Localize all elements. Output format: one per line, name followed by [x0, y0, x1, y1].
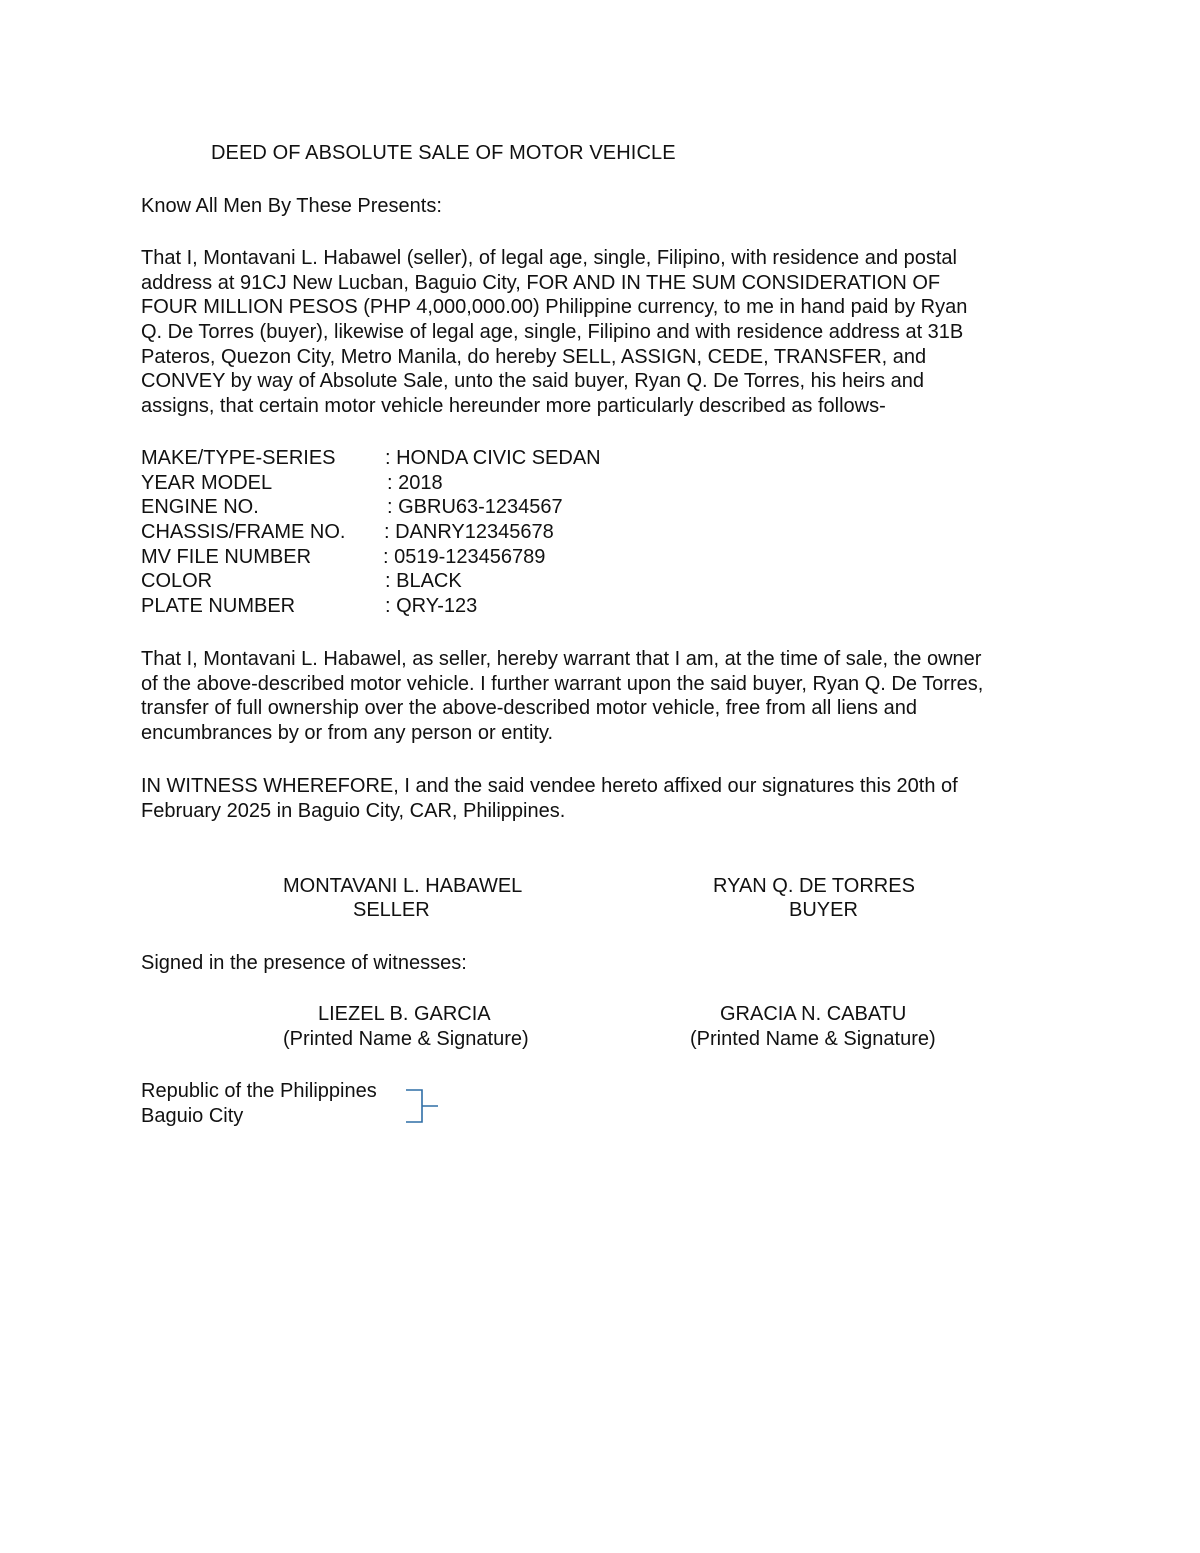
spec-row-year — [141, 471, 741, 496]
witness-whereof-paragraph — [141, 774, 1101, 823]
spec-row-engine — [141, 495, 741, 520]
paragraph-line: CONVEY by way of Absolute Sale, unto the said buyer, Ryan Q. De Torres, his heirs and — [141, 370, 925, 393]
spec-value: : BLACK — [385, 570, 462, 593]
paragraph-line: of the above-described motor vehicle. I further warrant upon the said buyer, Ryan Q. De Torres, — [141, 672, 984, 695]
paragraph-line: encumbrances by or from any person or entity. — [141, 722, 554, 745]
spec-row-make — [141, 446, 741, 471]
paragraph-line: FOUR MILLION PESOS (PHP 4,000,000.00) Philippine currency, to me in hand paid by Ryan — [141, 296, 968, 319]
seller-role: SELLER — [353, 899, 430, 921]
spec-value: : GBRU63-1234567 — [387, 496, 563, 519]
spec-value: : DANRY12345678 — [384, 521, 554, 544]
spec-label: CHASSIS/FRAME NO. — [141, 521, 346, 544]
paragraph-line: IN WITNESS WHEREFORE, I and the said vendee hereto affixed our signatures this 20th of — [141, 775, 958, 797]
acknowledgment-venue — [141, 1079, 377, 1128]
paragraph-line: assigns, that certain motor vehicle hereunder more particularly described as follows- — [141, 395, 886, 418]
witness2-caption: (Printed Name & Signature) — [690, 1028, 936, 1050]
right-bracket-icon — [402, 1088, 442, 1128]
spec-label: YEAR MODEL — [141, 471, 273, 494]
warranty-paragraph — [141, 647, 1101, 746]
spec-row-mv-file — [141, 545, 741, 570]
spec-label: ENGINE NO. — [141, 496, 259, 519]
salutation: Know All Men By These Presents: — [141, 195, 442, 217]
witness1-name: LIEZEL B. GARCIA — [318, 1003, 491, 1025]
spec-row-plate — [141, 594, 741, 619]
venue-city: Baguio City — [141, 1104, 244, 1127]
venue-country: Republic of the Philippines — [141, 1080, 377, 1102]
spec-label: PLATE NUMBER — [141, 595, 296, 618]
paragraph-line: February 2025 in Baguio City, CAR, Philippines. — [141, 799, 566, 822]
spec-label: COLOR — [141, 570, 213, 593]
spec-value: : HONDA CIVIC SEDAN — [385, 447, 601, 469]
spec-value: : 2018 — [387, 471, 443, 494]
seller-name: MONTAVANI L. HABAWEL — [283, 875, 523, 897]
paragraph-line: transfer of full ownership over the above-described motor vehicle, free from all liens and — [141, 697, 917, 720]
witness-intro: Signed in the presence of witnesses: — [141, 952, 467, 974]
document-title: DEED OF ABSOLUTE SALE OF MOTOR VEHICLE — [211, 142, 676, 164]
buyer-role: BUYER — [789, 899, 858, 921]
spec-row-color — [141, 569, 741, 594]
spec-label: MV FILE NUMBER — [141, 545, 312, 568]
spec-value: : QRY-123 — [385, 595, 478, 618]
paragraph-line: That I, Montavani L. Habawel, as seller, hereby warrant that I am, at the time of sale, the owner — [141, 648, 982, 670]
spec-label: MAKE/TYPE-SERIES — [141, 447, 336, 469]
witness1-caption: (Printed Name & Signature) — [283, 1028, 529, 1050]
witness2-name: GRACIA N. CABATU — [720, 1003, 907, 1025]
sale-paragraph — [141, 246, 1101, 419]
vehicle-specs — [141, 446, 741, 619]
paragraph-line: address at 91CJ New Lucban, Baguio City, FOR AND IN THE SUM CONSIDERATION OF — [141, 271, 941, 294]
spec-value: : 0519-123456789 — [383, 545, 546, 568]
buyer-name: RYAN Q. DE TORRES — [713, 875, 915, 897]
paragraph-line: Pateros, Quezon City, Metro Manila, do hereby SELL, ASSIGN, CEDE, TRANSFER, and — [141, 345, 927, 368]
paragraph-line: Q. De Torres (buyer), likewise of legal age, single, Filipino and with residence address at 31B — [141, 321, 964, 344]
paragraph-line: That I, Montavani L. Habawel (seller), of legal age, single, Filipino, with residence and postal — [141, 247, 957, 269]
spec-row-chassis — [141, 520, 741, 545]
